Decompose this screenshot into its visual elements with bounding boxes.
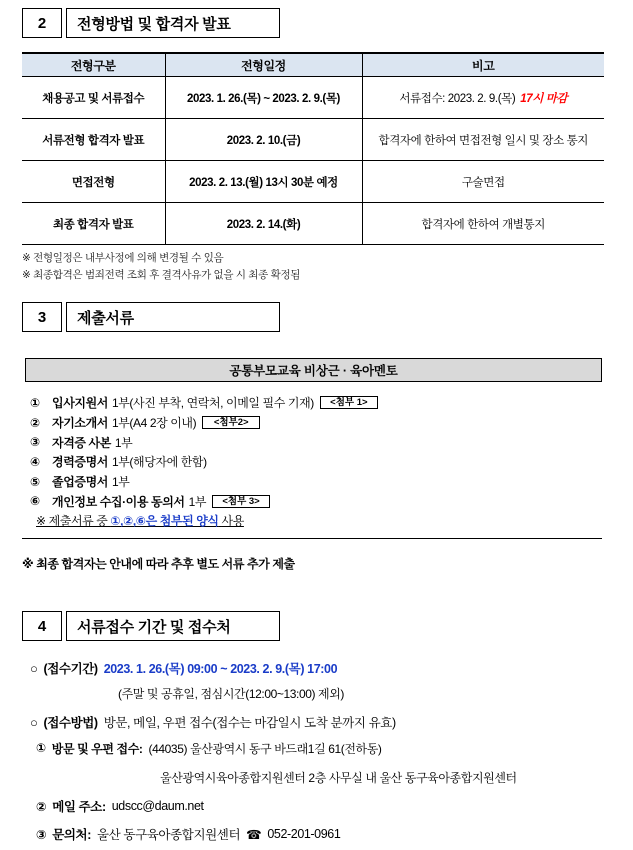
phone-icon: ☎ — [246, 827, 262, 842]
list-item — [30, 452, 600, 472]
application-period — [30, 659, 337, 677]
document-list — [30, 393, 600, 531]
table-row — [22, 203, 604, 245]
list-item — [30, 393, 600, 413]
visit-address-detail: 울산광역시육아종합지원센터 2층 사무실 내 울산 동구육아종합지원센터 — [160, 770, 517, 785]
bullet: ○ — [30, 660, 38, 676]
method-value: 방문, 메일, 우편 접수(접수는 마감일시 도착 분까지 유효) — [103, 716, 396, 730]
form-note-highlight: ①,②,⑥은 첨부된 양식 — [110, 514, 219, 529]
document-detail: 1부(A4 2장 이내) — [111, 416, 197, 431]
document-name: 졸업증명서 — [52, 475, 108, 490]
form-note-text — [36, 512, 244, 529]
document-detail: 1부 — [188, 494, 207, 509]
section-4-title: 서류접수 기간 및 접수처 — [66, 611, 280, 641]
document-name: 자격증 사본 — [52, 435, 111, 450]
application-method — [30, 713, 396, 731]
date-cell: 2023. 1. 26.(목) ~ 2023. 2. 9.(목) — [165, 77, 362, 119]
form-note-prefix: ※ 제출서류 중 — [36, 514, 108, 529]
section-4-number: 4 — [22, 611, 62, 641]
schedule-note: ※ 최종합격은 범죄전력 조회 후 결격사유가 없을 시 최종 확정됨 — [22, 269, 301, 281]
remark-cell: 합격자에 한하여 개별통지 — [362, 203, 604, 245]
item-number: ② — [36, 799, 47, 814]
email-address — [36, 797, 204, 815]
date-cell: 2023. 2. 10.(금) — [165, 119, 362, 161]
remark-cell: 합격자에 한하여 면접전형 일시 및 장소 통지 — [362, 119, 604, 161]
period-value: 2023. 1. 26.(목) 09:00 ~ 2023. 2. 9.(목) 17:00 — [103, 662, 338, 676]
table-row — [22, 77, 604, 119]
document-name: 자기소개서 — [52, 416, 108, 431]
item-number: ① — [30, 395, 40, 410]
attachment-tag: <첨부2> — [202, 416, 260, 429]
email-label: 메일 주소: — [52, 800, 106, 814]
form-note — [30, 511, 600, 531]
item-number: ③ — [36, 827, 47, 842]
item-number: ① — [36, 741, 46, 755]
column-header-schedule: 전형일정 — [165, 53, 362, 77]
table-row — [22, 161, 604, 203]
email-value: udscc@daum.net — [111, 799, 204, 813]
document-name: 경력증명서 — [52, 455, 108, 470]
list-item — [30, 491, 600, 511]
visit-address-line2 — [160, 768, 517, 786]
visit-label: 방문 및 우편 접수: — [51, 741, 143, 756]
attachment-tag: <첨부 1> — [320, 396, 378, 409]
form-note-suffix: 사용 — [221, 514, 244, 529]
phone-number: 052-201-0961 — [267, 827, 341, 841]
item-number: ⑥ — [30, 494, 40, 509]
remark-cell — [362, 77, 604, 119]
visit-mail-address — [36, 739, 382, 757]
schedule-note: ※ 전형일정은 내부사정에 의해 변경될 수 있음 — [22, 252, 224, 264]
attachment-tag: <첨부 3> — [212, 495, 270, 508]
stage-cell: 채용공고 및 서류접수 — [22, 77, 165, 119]
stage-cell: 면접전형 — [22, 161, 165, 203]
inquiry-label: 문의처: — [52, 828, 91, 842]
period-label: (접수기간) — [43, 662, 98, 676]
item-number: ② — [30, 415, 40, 430]
schedule-table — [22, 52, 604, 245]
stage-cell: 서류전형 합격자 발표 — [22, 119, 165, 161]
inquiry-contact — [36, 825, 340, 843]
list-item — [30, 472, 600, 492]
document-detail: 1부(사진 부착, 연락처, 이메일 필수 기재) — [111, 396, 314, 411]
section-3-number: 3 — [22, 302, 62, 332]
remark-cell: 구술면접 — [362, 161, 604, 203]
remark-text: 서류접수: 2023. 2. 9.(목) — [399, 92, 516, 105]
section-2-number: 2 — [22, 8, 62, 38]
method-label: (접수방법) — [43, 716, 98, 730]
table-row — [22, 119, 604, 161]
visit-address: (44035) 울산광역시 동구 바드래1길 61(전하동) — [148, 741, 382, 756]
document-name: 입사지원서 — [52, 396, 108, 411]
final-note: ※ 최종 합격자는 안내에 따라 추후 별도 서류 추가 제출 — [22, 557, 295, 571]
document-detail: 1부 — [114, 435, 133, 450]
period-exclusion-text: (주말 및 공휴일, 점심시간(12:00~13:00) 제외) — [118, 686, 345, 701]
column-header-remark: 비고 — [362, 53, 604, 77]
list-item — [30, 413, 600, 433]
inquiry-center: 울산 동구육아종합지원센터 — [96, 828, 241, 842]
item-number: ⑤ — [30, 474, 40, 489]
item-number: ③ — [30, 435, 40, 450]
period-exclusion — [118, 684, 344, 702]
bullet: ○ — [30, 714, 38, 730]
section-2-title: 전형방법 및 합격자 발표 — [66, 8, 280, 38]
divider — [22, 538, 602, 539]
date-cell: 2023. 2. 13.(월) 13시 30분 예정 — [165, 161, 362, 203]
document-name: 개인정보 수집·이용 동의서 — [52, 494, 185, 509]
document-category-bar: 공통부모교육 비상근 · 육아멘토 — [25, 358, 602, 382]
document-detail: 1부(해당자에 한함) — [111, 455, 207, 470]
deadline-highlight: 17시 마감 — [520, 92, 568, 105]
column-header-stage: 전형구분 — [22, 53, 165, 77]
date-cell: 2023. 2. 14.(화) — [165, 203, 362, 245]
section-3-title: 제출서류 — [66, 302, 280, 332]
stage-cell: 최종 합격자 발표 — [22, 203, 165, 245]
document-detail: 1부 — [111, 475, 130, 490]
list-item — [30, 432, 600, 452]
table-header-row — [22, 53, 604, 77]
item-number: ④ — [30, 454, 40, 469]
